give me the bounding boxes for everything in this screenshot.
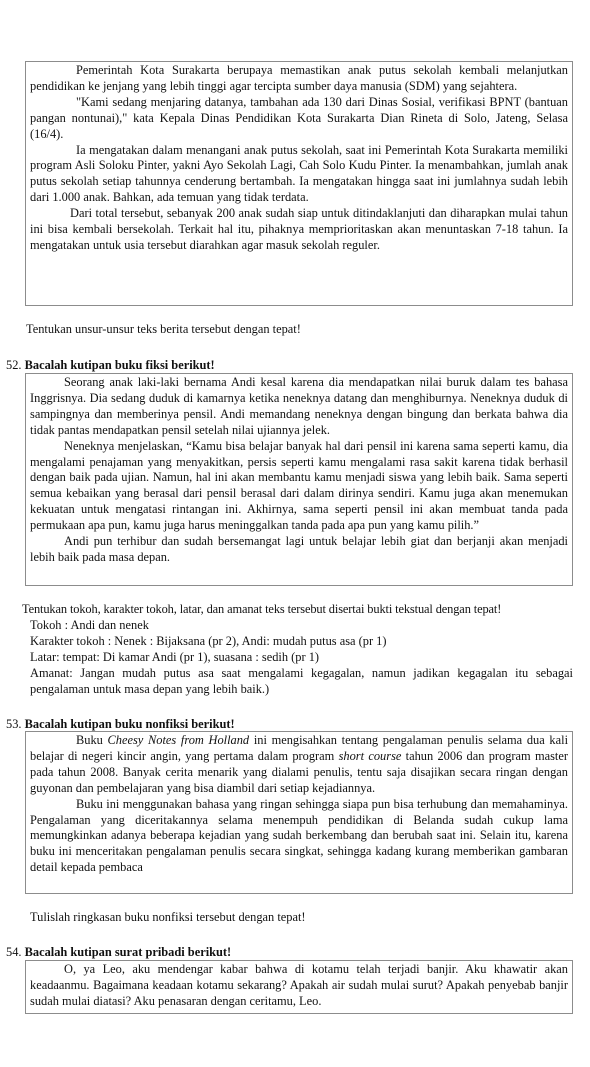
question-instruction: Tentukan tokoh, karakter tokoh, latar, dan amanat teks tersebut disertai bukti tekstual dengan tepat! bbox=[22, 602, 502, 616]
news-passage-box bbox=[25, 61, 573, 306]
question-number: 54. bbox=[6, 945, 22, 959]
question-number: 53. bbox=[6, 717, 22, 731]
answer-line: Amanat: Jangan mudah putus asa saat mengalami kegagalan, namun jadikan kegagalan itu sebagai pengalaman untuk masa depan yang lebih baik.) bbox=[30, 665, 573, 696]
question-title: Bacalah kutipan surat pribadi berikut! bbox=[24, 945, 232, 959]
question-number: 52. bbox=[6, 358, 22, 372]
passage-paragraph: Seorang anak laki-laki bernama Andi kesal karena dia mendapatkan nilai buruk dalam tes bahasa Inggrisnya. Dia sedang duduk di kamarnya ketika neneknya datang dan menghiburnya. Neneknya duduk di sampingnya dan memberinya pensil. Andi memandang neneknya dengan bingung dan berkata bahwa dia tidak pantas mendapatkan pensil setelah nilai ujiannya jelek. bbox=[30, 375, 568, 437]
nonfiction-passage-box bbox=[25, 731, 573, 894]
letter-passage-box bbox=[25, 960, 573, 1014]
passage-paragraph: Ia mengatakan dalam menangani anak putus sekolah, saat ini Pemerintah Kota Surakarta memiliki program Asli Soloku Pinter, yakni Ayo Sekolah Lagi, Cah Solo Kudu Pinter. Ia menambahkan, jumlah anak putus sekolah setiap tahunnya cenderung bertambah. Ia mengatakan hingga saat ini jumlahnya sudah lebih dari 1.000 anak. Bahkan, ada temuan yang tidak terdata. bbox=[30, 142, 568, 205]
question-heading bbox=[6, 358, 215, 374]
question-heading bbox=[6, 945, 231, 961]
question-title: Bacalah kutipan buku fiksi berikut! bbox=[24, 358, 215, 372]
passage-paragraph: O, ya Leo, aku mendengar kabar bahwa di kotamu telah terjadi banjir. Aku khawatir akan keadaanmu. Bagaimana keadaan kotamu sekarang? Apakah air sudah mulai surut? Apakah penyebab banjir sudah mulai diatasi? Aku penasaran dengan ceritamu, Leo. bbox=[30, 962, 568, 1008]
passage-paragraph: Buku ini menggunakan bahasa yang ringan sehingga siapa pun bisa terhubung dan memahaminya. Pengalaman yang diceritakannya selama menempuh pendidikan di Belanda sudah cukup lama memungkinkan adanya beberapa kejadian yang sudah berkembang dan berubah saat ini. Selain itu, karena buku ini menceritakan pengalaman penulis secara singkat, sehingga kadang kurang memberikan gambaran detail kepada pembaca bbox=[30, 796, 568, 875]
answer-block bbox=[30, 618, 573, 698]
answer-line: Karakter tokoh : Nenek : Bijaksana (pr 2), Andi: mudah putus asa (pr 1) bbox=[30, 633, 387, 648]
question-instruction: Tulislah ringkasan buku nonfiksi tersebut dengan tepat! bbox=[30, 910, 306, 924]
question-title: Bacalah kutipan buku nonfiksi berikut! bbox=[24, 717, 235, 731]
answer-line: Tokoh : Andi dan nenek bbox=[30, 618, 149, 632]
passage-paragraph: Andi pun terhibur dan sudah bersemangat lagi untuk belajar lebih giat dan berjanji akan menjadi lebih baik pada masa depan. bbox=[30, 534, 568, 564]
passage-paragraph bbox=[30, 733, 568, 797]
passage-paragraph: Pemerintah Kota Surakarta berupaya memastikan anak putus sekolah kembali melanjutkan pendidikan ke jenjang yang lebih tinggi agar tercipta sumber daya manusia (SDM) yang sejahtera. bbox=[30, 63, 568, 93]
text-run: Buku bbox=[76, 733, 108, 747]
text-run: tahun 2006 dan program master pada tahun 2008. Banyak cerita menarik yang dialami penulis, tentu saja disajikan secara ringan dengan guyonan dan pembelajaran yang bisa diambil dari setiap kejadiannya. bbox=[30, 748, 568, 795]
question-instruction: Tentukan unsur-unsur teks berita tersebut dengan tepat! bbox=[26, 322, 301, 336]
text-run: ini mengisahkan tentang pengalaman penulis selama dua kali belajar di negeri kincir angin, yang pertama dalam program bbox=[30, 733, 569, 763]
fiction-passage-box bbox=[25, 373, 573, 586]
passage-paragraph: "Kami sedang menjaring datanya, tambahan ada 130 dari Dinas Sosial, verifikasi BPNT (bantuan pangan nontunai)," kata Kepala Dinas Pendidikan Kota Surakarta Dian Rineta di Solo, Jateng, Selasa (16/4). bbox=[30, 94, 568, 141]
passage-paragraph: Dari total tersebut, sebanyak 200 anak sudah siap untuk ditindaklanjuti dan diharapkan mulai tahun ini bisa kembali bersekolah. Terkait hal itu, pihaknya memprioritaskan akan menuntaskan 7-18 tahun. Ia mengatakan untuk usia tersebut diarahkan agar masuk sekolah reguler. bbox=[30, 206, 568, 252]
answer-line: Latar: tempat: Di kamar Andi (pr 1), suasana : sedih (pr 1) bbox=[30, 649, 320, 664]
passage-paragraph: Neneknya menjelaskan, “Kamu bisa belajar banyak hal dari pensil ini karena sama seperti kamu, dia mengalami penajaman yang menyakitkan, persis seperti kamu mengalami rasa sakit karena tidak berhasil dengan baik pada ujian. Namun, hal ini akan membantu kamu menjadi siswa yang lebih baik. Sama seperti semua kebaikan yang berasal dari pensil berasal dari dalam dirinya sendiri. Kamu juga akan menemukan kekuatan untuk mengatasi rintangan ini. Akhirnya, sama seperti pensil ini akan membuat tanda pada permukaan apa pun, kamu juga harus meninggalkan tanda pada apa pun yang kamu pilih.” bbox=[30, 438, 568, 533]
italic-term: short course bbox=[338, 748, 402, 763]
book-title: Cheesy Notes from Holland bbox=[107, 733, 250, 747]
